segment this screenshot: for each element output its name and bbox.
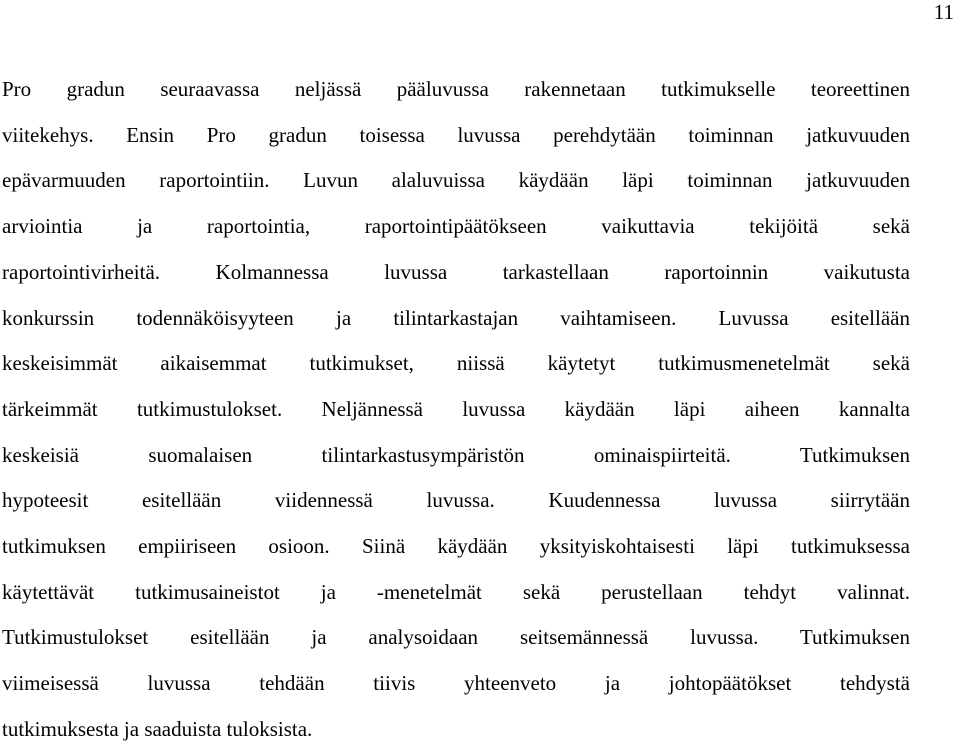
paragraph-line: hypoteesit esitellään viidennessä luvussa. Kuudennessa luvussa siirrytään: [2, 488, 910, 513]
paragraph-line: epävarmuuden raportointiin. Luvun alaluvuissa käydään läpi toiminnan jatkuvuuden: [2, 168, 910, 193]
paragraph-line: keskeisimmät aikaisemmat tutkimukset, niissä käytetyt tutkimusmenetelmät sekä: [2, 351, 910, 376]
paragraph-line: konkurssin todennäköisyyteen ja tilintarkastajan vaihtamiseen. Luvussa esitellään: [2, 305, 910, 330]
paragraph-line: tärkeimmät tutkimustulokset. Neljännessä luvussa käydään läpi aiheen kannalta: [2, 396, 910, 421]
page-number: 11: [933, 0, 954, 24]
paragraph-line: viimeisessä luvussa tehdään tiivis yhteenveto ja johtopäätökset tehdystä: [2, 671, 910, 696]
paragraph-line: raportointivirheitä. Kolmannessa luvussa tarkastellaan raportoinnin vaikutusta: [2, 259, 910, 284]
paragraph-line: viitekehys. Ensin Pro gradun toisessa luvussa perehdytään toiminnan jatkuvuuden: [2, 122, 910, 147]
paragraph-line: tutkimuksesta ja saaduista tuloksista.: [2, 716, 313, 741]
body-paragraph: [2, 67, 910, 753]
paragraph-line: Tutkimustulokset esitellään ja analysoidaan seitsemännessä luvussa. Tutkimuksen: [2, 625, 910, 650]
paragraph-line: Pro gradun seuraavassa neljässä pääluvussa rakennetaan tutkimukselle teoreettinen: [2, 77, 910, 101]
paragraph-line: käytettävät tutkimusaineistot ja -menetelmät sekä perustellaan tehdyt valinnat.: [2, 579, 910, 604]
paragraph-line: keskeisiä suomalaisen tilintarkastusympäristön ominaispiirteitä. Tutkimuksen: [2, 442, 910, 467]
paragraph-line: arviointia ja raportointia, raportointipäätökseen vaikuttavia tekijöitä sekä: [2, 214, 910, 239]
paragraph-line: tutkimuksen empiiriseen osioon. Siinä käydään yksityiskohtaisesti läpi tutkimuksessa: [2, 534, 910, 559]
